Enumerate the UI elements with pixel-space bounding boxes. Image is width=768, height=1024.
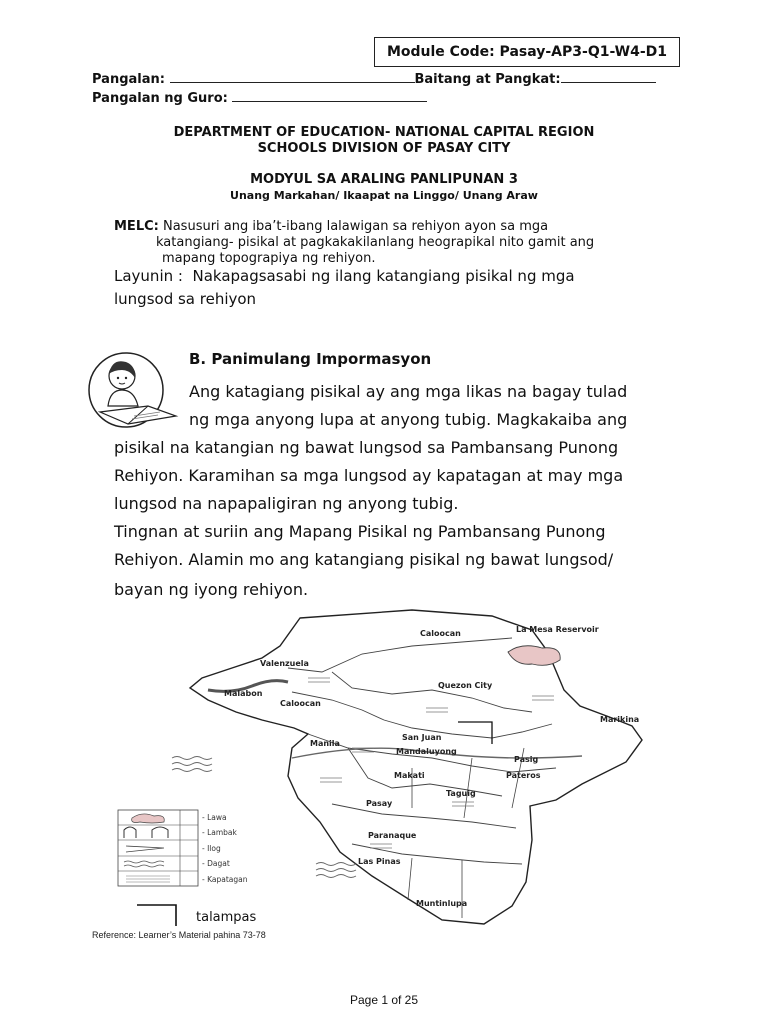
map-label-quezon-city: Quezon City <box>438 681 493 690</box>
section-heading: B. Panimulang Impormasyon <box>189 350 432 368</box>
map-label-manila: Manila <box>310 739 340 748</box>
body-line-1: Ang katagiang pisikal ay ang mga likas na bagay tulad <box>189 382 628 401</box>
body-line-2: ng mga anyong lupa at anyong tubig. Magkakaiba ang <box>189 410 628 429</box>
module-code-box <box>374 37 680 67</box>
map-legend <box>118 810 248 886</box>
legend-lawa: - Lawa <box>202 813 227 822</box>
map-label-valenzuela: Valenzuela <box>260 659 309 668</box>
map-label-caloocan-south: Caloocan <box>280 699 321 708</box>
girl-reading-illustration <box>86 350 181 432</box>
map-label-paranaque: Paranaque <box>368 831 417 840</box>
division-line: SCHOOLS DIVISION OF PASAY CITY <box>257 141 511 156</box>
layunin-line1: Layunin : Nakapagsasabi ng ilang katangiang pisikal ng mga <box>114 267 575 285</box>
body-line-7: Rehiyon. Alamin mo ang katangiang pisikal ng bawat lungsod/ <box>114 550 614 569</box>
grade-label: Baitang at Pangkat: <box>414 72 561 87</box>
body-line-8: bayan ng iyong rehiyon. <box>114 580 309 599</box>
module-title: MODYUL SA ARALING PANLIPUNAN 3 <box>250 172 518 187</box>
layunin-text1: Nakapagsasabi ng ilang katangiang pisikal ng mga <box>192 267 575 285</box>
deped-line: DEPARTMENT OF EDUCATION- NATIONAL CAPITAL REGION <box>173 125 595 140</box>
name-label: Pangalan: <box>92 72 165 87</box>
map-label-caloocan-north: Caloocan <box>420 629 461 638</box>
body-line-3: pisikal na katangian ng bawat lungsod sa Pambansang Punong <box>114 438 619 457</box>
map-label-mandaluyong: Mandaluyong <box>396 747 457 756</box>
map-label-muntinlupa: Muntinlupa <box>416 899 468 908</box>
map-label-pateros: Pateros <box>506 771 541 780</box>
body-line-4: Rehiyon. Karamihan sa mga lungsod ay kapatagan at may mga <box>114 466 624 485</box>
teacher-line <box>92 89 427 106</box>
melc-line1 <box>114 219 548 235</box>
map-label-las-pinas: Las Pinas <box>358 857 401 866</box>
grade-blank[interactable] <box>561 70 656 83</box>
module-code: Module Code: Pasay-AP3-Q1-W4-D1 <box>386 44 668 60</box>
melc-label: MELC: <box>114 219 159 234</box>
map-label-pasig: Pasig <box>514 755 539 764</box>
map-label-la-mesa: La Mesa Reservoir <box>516 625 599 634</box>
legend-lambak: - Lambak <box>202 828 237 837</box>
talampas-label: talampas <box>196 910 257 925</box>
name-blank[interactable] <box>170 70 415 83</box>
body-line-5: lungsod na napapaligiran ng anyong tubig. <box>114 494 459 513</box>
ncr-outline <box>190 610 642 924</box>
map-label-malabon: Malabon <box>224 689 263 698</box>
module-subtitle: Unang Markahan/ Ikaapat na Linggo/ Unang Araw <box>230 189 538 202</box>
body-line-6: Tingnan at suriin ang Mapang Pisikal ng Pambansang Punong <box>114 522 606 541</box>
talampas-icon <box>136 902 182 928</box>
map-label-marikina: Marikina <box>600 715 640 724</box>
map-label-san-juan: San Juan <box>402 733 442 742</box>
page-number: Page 1 of 25 <box>349 993 419 1007</box>
layunin-text2: lungsod sa rehiyon <box>114 290 257 308</box>
name-line <box>92 70 656 87</box>
legend-kapatagan: - Kapatagan <box>202 875 248 884</box>
layunin-label: Layunin <box>114 267 174 285</box>
legend-dagat: - Dagat <box>202 859 230 868</box>
teacher-blank[interactable] <box>232 89 427 102</box>
map-label-taguig: Taguig <box>446 789 476 798</box>
teacher-label: Pangalan ng Guro: <box>92 91 228 106</box>
map-label-makati: Makati <box>394 771 425 780</box>
melc-text3: mapang topograpiya ng rehiyon. <box>162 251 376 266</box>
melc-text1: Nasusuri ang iba’t-ibang lalawigan sa rehiyon ayon sa mga <box>162 219 549 234</box>
legend-ilog: - Ilog <box>202 844 221 853</box>
ncr-physical-map <box>112 608 658 926</box>
reference-note: Reference: Learner’s Material pahina 73-78 <box>92 930 266 940</box>
melc-text2: katangiang- pisikal at pagkakakilanlang heograpikal nito gamit ang <box>156 235 595 250</box>
map-label-pasay: Pasay <box>366 799 393 808</box>
